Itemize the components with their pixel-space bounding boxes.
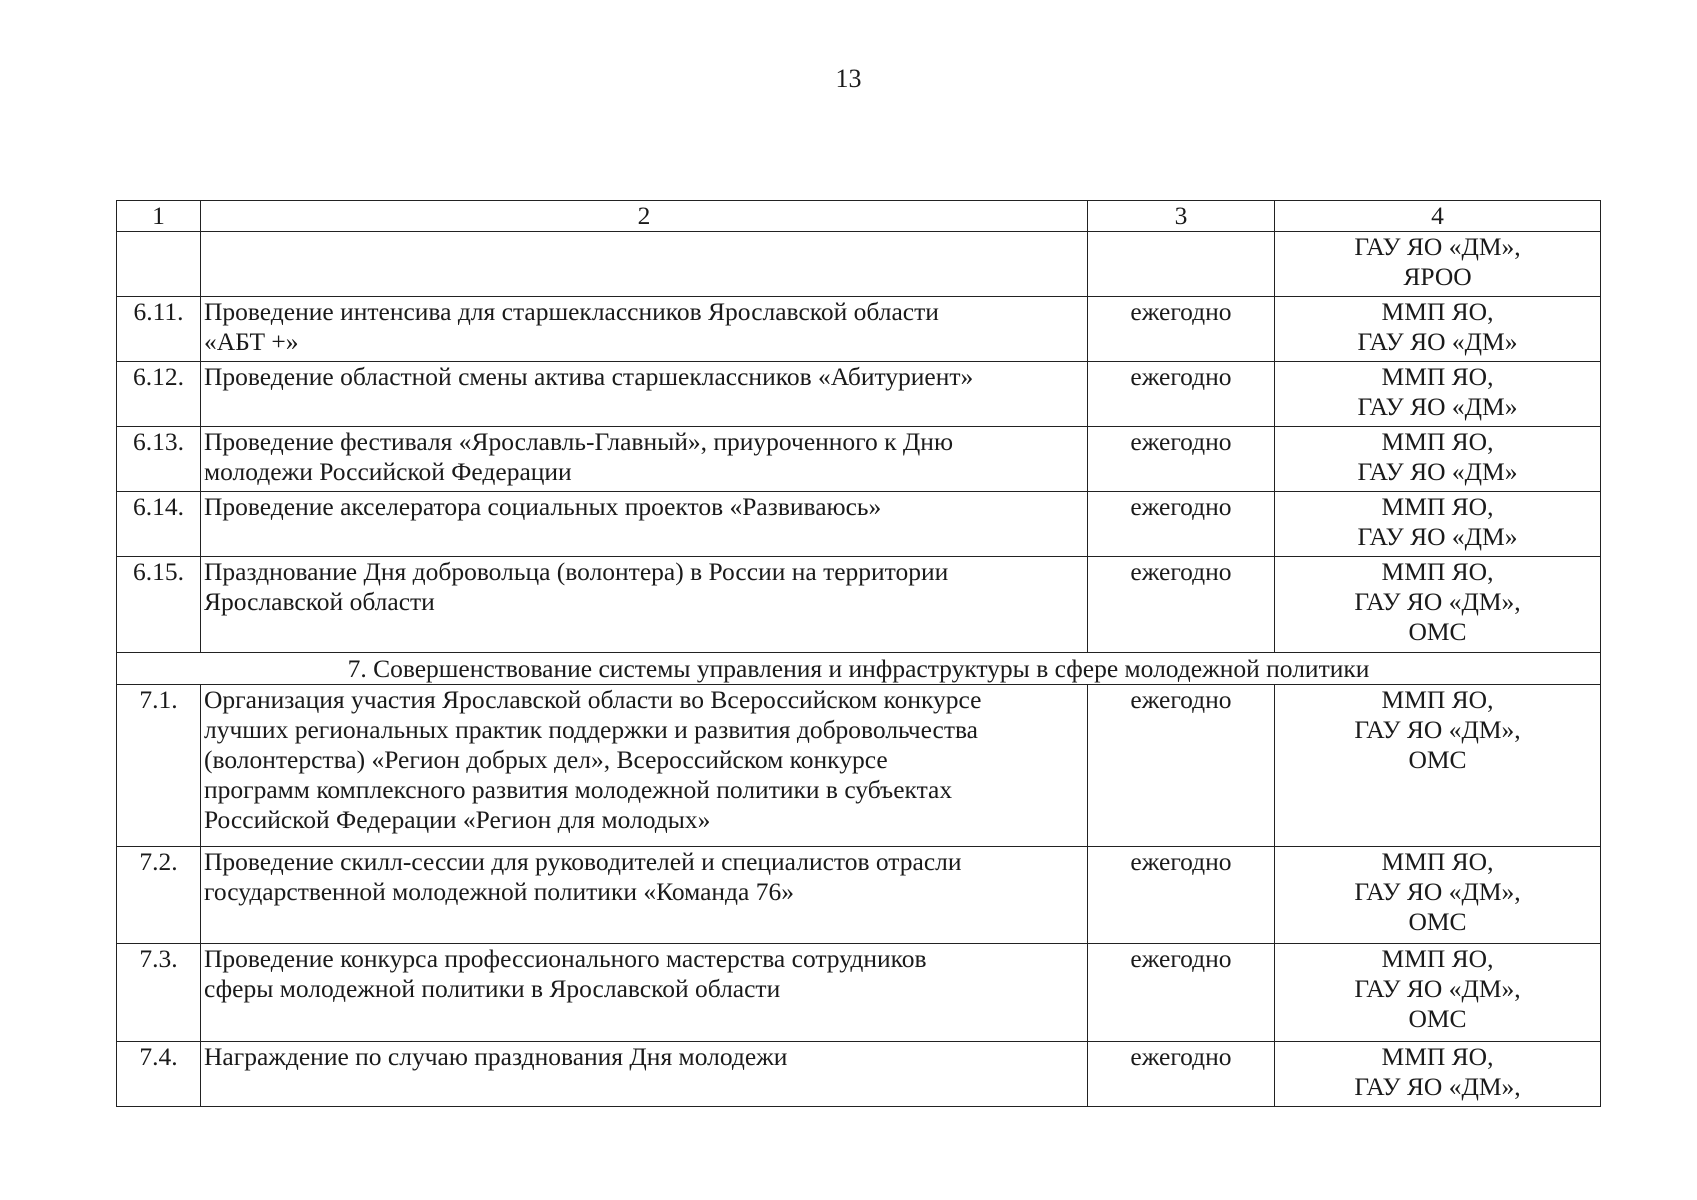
- column-header-4: 4: [1275, 201, 1601, 232]
- page-number: 13: [835, 64, 862, 93]
- description-line: Проведение акселератора социальных проектов «Развиваюсь»: [204, 492, 882, 521]
- item-description: [201, 427, 1088, 492]
- item-responsible: [1275, 944, 1601, 1042]
- responsible-line: ММП ЯО,: [1381, 685, 1494, 714]
- item-responsible: [1275, 362, 1601, 427]
- section-heading-row: [117, 653, 1601, 685]
- description-line: программ комплексного развития молодежной политики в субъектах: [204, 775, 953, 804]
- item-description: [201, 232, 1088, 297]
- table-row: [117, 685, 1601, 847]
- item-number: 7.4.: [117, 1042, 201, 1107]
- description-line: Организация участия Ярославской области во Всероссийском конкурсе: [204, 685, 982, 714]
- item-number: [117, 232, 201, 297]
- description-line: Празднование Дня добровольца (волонтера) в России на территории: [204, 557, 949, 586]
- item-description: [201, 1042, 1088, 1107]
- item-number: 6.12.: [117, 362, 201, 427]
- responsible-line: ОМС: [1408, 907, 1467, 936]
- item-description: [201, 944, 1088, 1042]
- description-line: (волонтерства) «Регион добрых дел», Всероссийском конкурсе: [204, 745, 888, 774]
- table-row: [117, 427, 1601, 492]
- item-frequency: ежегодно: [1088, 944, 1275, 1042]
- description-line: Проведение областной смены актива старшеклассников «Абитуриент»: [204, 362, 974, 391]
- responsible-line: ММП ЯО,: [1381, 492, 1494, 521]
- responsible-line: ЯРОО: [1403, 262, 1472, 291]
- item-description: [201, 557, 1088, 653]
- table-row: [117, 362, 1601, 427]
- item-responsible: [1275, 1042, 1601, 1107]
- item-frequency: ежегодно: [1088, 362, 1275, 427]
- table-header-row: [117, 201, 1601, 232]
- item-responsible: [1275, 297, 1601, 362]
- column-header-1: 1: [117, 201, 201, 232]
- item-number: 7.1.: [117, 685, 201, 847]
- table-row: [117, 1042, 1601, 1107]
- table-row: [117, 944, 1601, 1042]
- measures-table: [116, 200, 1601, 1107]
- item-description: [201, 362, 1088, 427]
- responsible-line: ММП ЯО,: [1381, 362, 1494, 391]
- responsible-line: ГАУ ЯО «ДМ»,: [1354, 877, 1521, 906]
- item-frequency: [1088, 232, 1275, 297]
- responsible-line: ММП ЯО,: [1381, 557, 1494, 586]
- responsible-line: ГАУ ЯО «ДМ»,: [1354, 974, 1521, 1003]
- responsible-line: ОМС: [1408, 745, 1467, 774]
- item-description: [201, 297, 1088, 362]
- item-number: 6.15.: [117, 557, 201, 653]
- item-number: 7.3.: [117, 944, 201, 1042]
- responsible-line: ГАУ ЯО «ДМ»: [1357, 392, 1518, 421]
- item-description: [201, 685, 1088, 847]
- responsible-line: ГАУ ЯО «ДМ»: [1357, 327, 1518, 356]
- responsible-line: ГАУ ЯО «ДМ»,: [1354, 232, 1521, 261]
- description-line: Российской Федерации «Регион для молодых»: [204, 805, 711, 834]
- responsible-line: ММП ЯО,: [1381, 297, 1494, 326]
- item-description: [201, 492, 1088, 557]
- responsible-line: ММП ЯО,: [1381, 944, 1494, 973]
- responsible-line: ГАУ ЯО «ДМ»: [1357, 457, 1518, 486]
- responsible-line: ГАУ ЯО «ДМ»,: [1354, 715, 1521, 744]
- item-description: [201, 847, 1088, 944]
- item-responsible: [1275, 685, 1601, 847]
- description-line: Проведение скилл-сессии для руководителей и специалистов отрасли: [204, 847, 962, 876]
- item-frequency: ежегодно: [1088, 557, 1275, 653]
- description-line: сферы молодежной политики в Ярославской области: [204, 974, 781, 1003]
- section-7-title: 7. Совершенствование системы управления и инфраструктуры в сфере молодежной политики: [117, 653, 1601, 685]
- item-frequency: ежегодно: [1088, 492, 1275, 557]
- description-line: лучших региональных практик поддержки и развития добровольчества: [204, 715, 979, 744]
- responsible-line: ОМС: [1408, 617, 1467, 646]
- item-number: 6.13.: [117, 427, 201, 492]
- item-frequency: ежегодно: [1088, 685, 1275, 847]
- description-line: Проведение конкурса профессионального мастерства сотрудников: [204, 944, 927, 973]
- item-number: 6.14.: [117, 492, 201, 557]
- column-header-3: 3: [1088, 201, 1275, 232]
- item-responsible: [1275, 847, 1601, 944]
- item-number: 7.2.: [117, 847, 201, 944]
- table-row: [117, 232, 1601, 297]
- item-frequency: ежегодно: [1088, 1042, 1275, 1107]
- responsible-line: ММП ЯО,: [1381, 427, 1494, 456]
- item-number: 6.11.: [117, 297, 201, 362]
- responsible-line: ГАУ ЯО «ДМ»,: [1354, 1072, 1521, 1101]
- description-line: Проведение фестиваля «Ярославль-Главный», приуроченного к Дню: [204, 427, 953, 456]
- responsible-line: ММП ЯО,: [1381, 847, 1494, 876]
- table-row: [117, 847, 1601, 944]
- item-frequency: ежегодно: [1088, 427, 1275, 492]
- item-frequency: ежегодно: [1088, 297, 1275, 362]
- responsible-line: ОМС: [1408, 1004, 1467, 1033]
- responsible-line: ММП ЯО,: [1381, 1042, 1494, 1071]
- item-responsible: [1275, 557, 1601, 653]
- table-row: [117, 492, 1601, 557]
- column-header-2: 2: [201, 201, 1088, 232]
- description-line: Награждение по случаю празднования Дня молодежи: [204, 1042, 788, 1071]
- table-row: [117, 297, 1601, 362]
- description-line: Проведение интенсива для старшеклассников Ярославской области: [204, 297, 939, 326]
- description-line: молодежи Российской Федерации: [204, 457, 572, 486]
- item-responsible: [1275, 427, 1601, 492]
- responsible-line: ГАУ ЯО «ДМ»: [1357, 522, 1518, 551]
- description-line: «АБТ +»: [204, 327, 299, 356]
- item-frequency: ежегодно: [1088, 847, 1275, 944]
- item-responsible: [1275, 232, 1601, 297]
- description-line: государственной молодежной политики «Команда 76»: [204, 877, 794, 906]
- table-row: [117, 557, 1601, 653]
- item-responsible: [1275, 492, 1601, 557]
- responsible-line: ГАУ ЯО «ДМ»,: [1354, 587, 1521, 616]
- description-line: Ярославской области: [204, 587, 435, 616]
